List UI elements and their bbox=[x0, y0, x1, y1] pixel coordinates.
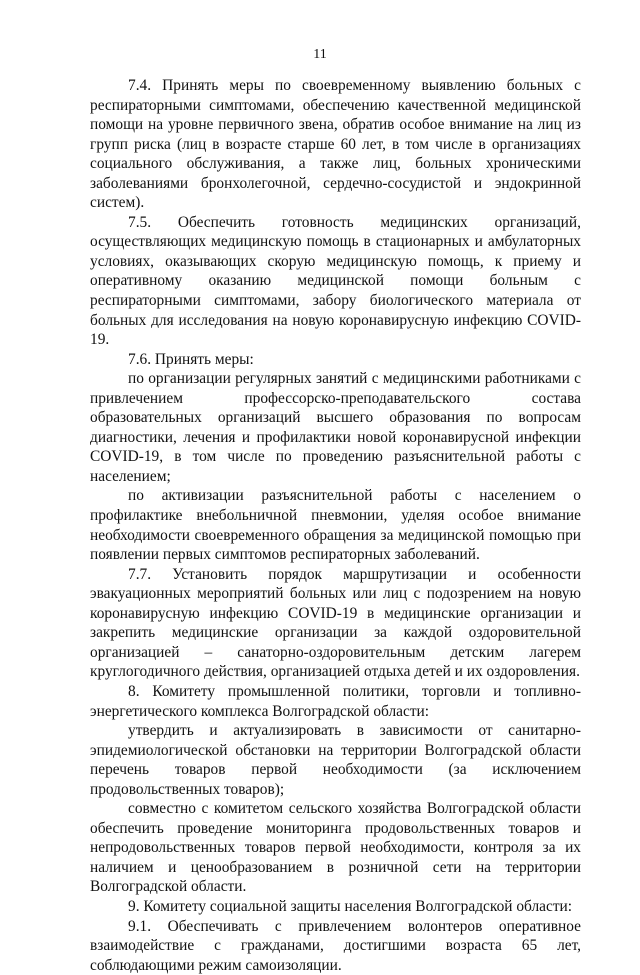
paragraph-8-item-2: совместно с комитетом сельского хозяйства Волгоградской области обеспечить проведение мониторинга продовольственных товаров и непродовольственных товаров первой необходимости, контроля за их наличием и ценообразованием в розничной сети на территории Волгоградской области. bbox=[90, 800, 581, 896]
paragraph-7-6: 7.6. Принять меры: bbox=[128, 350, 254, 368]
paragraph-8-item-1: утвердить и актуализировать в зависимости от санитарно-эпидемиологической обстановки на территории Волгоградской области перечень товаров первой необходимости (за исключением продовольственных товаров); bbox=[90, 722, 581, 798]
page-number: 11 bbox=[313, 47, 327, 62]
paragraph-7-7: 7.7. Установить порядок маршрутизации и особенности эвакуационных мероприятий больных или лиц с подозрением на новую коронавирусную инфекцию COVID-19 в медицинские организации и закрепить медицинские организации за каждой оздоровительной организацией – санаторно-оздоровительным детским лагерем круглогодичного действия, организацией отдыха детей и их оздоровления. bbox=[90, 565, 581, 681]
paragraph-9: 9. Комитету социальной защиты населения Волгоградской области: bbox=[128, 897, 573, 915]
paragraph-7-6-item-2: по активизации разъяснительной работы с населением о профилактике внебольничной пневмонии, уделяя особое внимание необходимости своевременного обращения за медицинской помощью при появлении первых симптомов респираторных заболеваний. bbox=[90, 487, 581, 564]
paragraph-8: 8. Комитету промышленной политики, торговли и топливно-энергетического комплекса Волгоградской области: bbox=[90, 682, 581, 720]
document-body bbox=[90, 76, 581, 975]
paragraph-7-4: 7.4. Принять меры по своевременному выявлению больных с респираторными симптомами, обеспечению качественной медицинской помощи на уровне первичного звена, обратив особое внимание на лиц из групп риска (лиц в возрасте старше 60 лет, в том числе в организациях социального обслуживания, а также лиц, больных хроническими заболеваниями бронхолегочной, сердечно-сосудистой и эндокринной систем). bbox=[90, 77, 581, 212]
paragraph-9-1: 9.1. Обеспечивать с привлечением волонтеров оперативное взаимодействие с гражданами, достигшими возраста 65 лет, соблюдающими режим самоизоляции. bbox=[90, 917, 581, 974]
paragraph-7-6-item-1: по организации регулярных занятий с медицинскими работниками с привлечением профессорско-преподавательского состава образовательных организаций высшего образования по вопросам диагностики, лечения и профилактики новой коронавирусной инфекции COVID-19, в том числе по проведению разъяснительной работы с населением; bbox=[90, 370, 581, 485]
paragraph-7-5: 7.5. Обеспечить готовность медицинских организаций, осуществляющих медицинскую помощь в стационарных и амбулаторных условиях, оказывающих скорую медицинскую помощь, к приему и оперативному оказанию медицинской помощи больным с респираторными симптомами, забору биологического материала от больных для исследования на новую коронавирусную инфекцию COVID-19. bbox=[90, 213, 581, 349]
